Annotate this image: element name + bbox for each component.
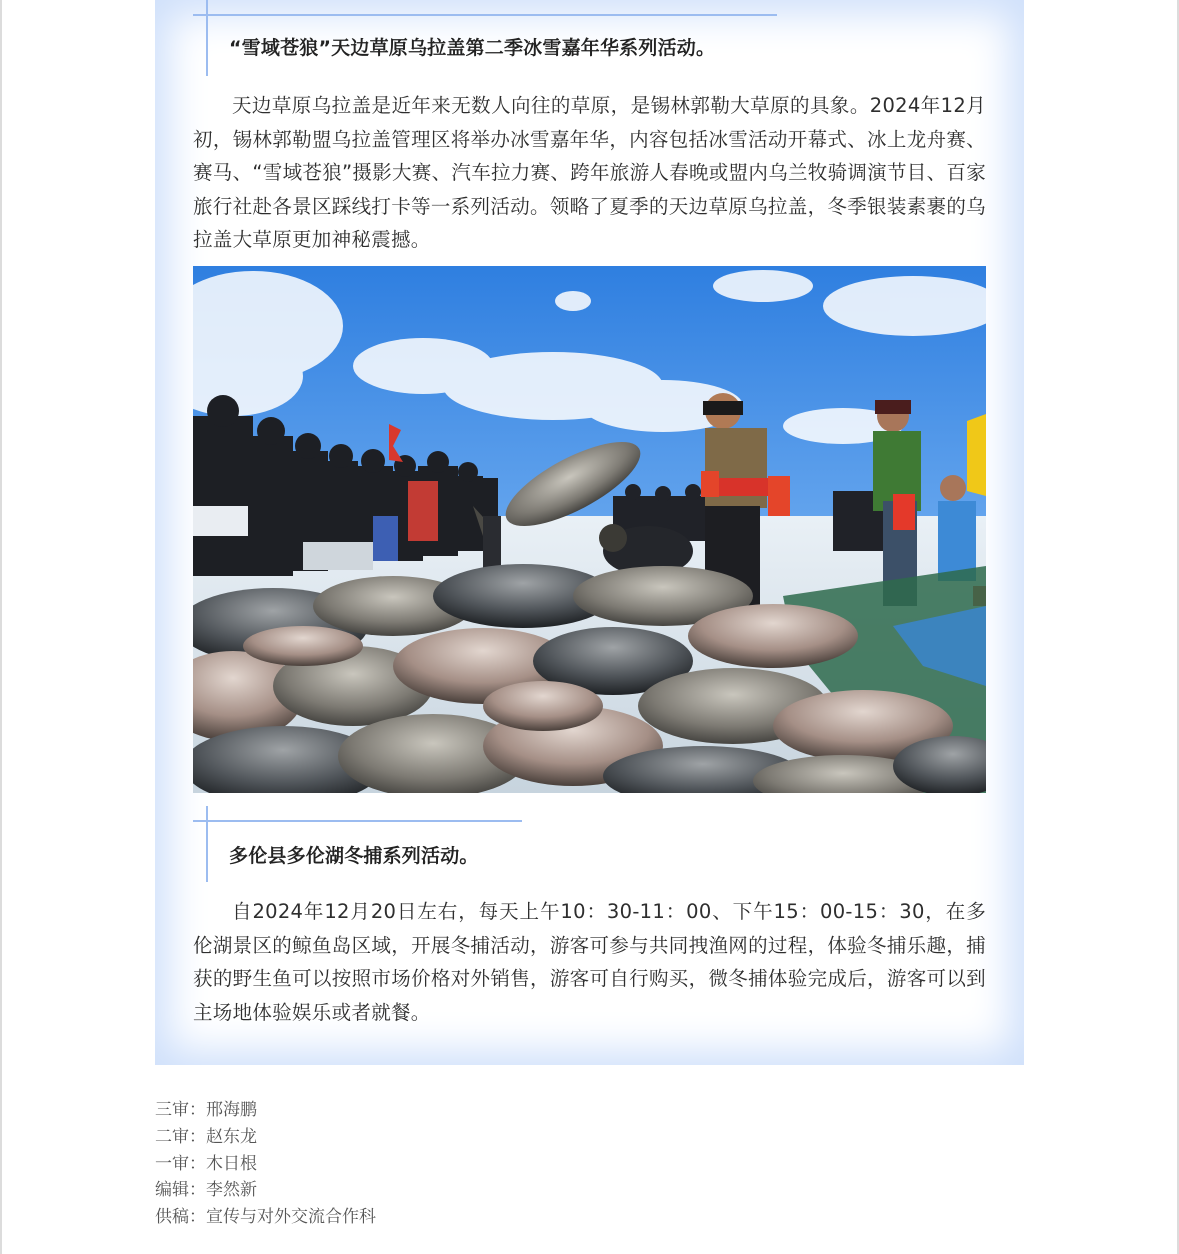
article-card [155,0,1024,1065]
heading-accent-line [193,820,522,822]
section-title: 多伦县多伦湖冬捕系列活动。 [229,845,479,867]
credit-line: 一审：木日根 [155,1153,257,1174]
section-body-text: 天边草原乌拉盖是近年来无数人向往的草原，是锡林郭勒大草原的具象。2024年12月初，锡林郭勒盟乌拉盖管理区将举办冰雪嘉年华，内容包括冰雪活动开幕式、冰上龙舟赛、赛马、“雪域苍狼”摄影大赛、汽车拉力赛、跨年旅游人春晚或盟内乌兰牧骑调演节目、百家旅行社赴各景区踩线打卡等一系列活动。领略了夏季的天边草原乌拉盖，冬季银装素裹的乌拉盖大草原更加神秘震撼。 [193,94,987,251]
section-body-text: 自2024年12月20日左右，每天上午10：30-11：00、下午15：00-15：30，在多伦湖景区的鲸鱼岛区域，开展冬捕活动，游客可参与共同拽渔网的过程，体验冬捕乐趣，捕获的野生鱼可以按照市场价格对外销售，游客可自行购买，微冬捕体验完成后，游客可以到主场地体验娱乐或者就餐。 [193,900,986,1024]
editorial-credits [155,1097,376,1231]
credit-line: 三审：邢海鹏 [155,1100,257,1120]
credit-line: 二审：赵东龙 [155,1126,257,1147]
ice-fishing-photo-illustration [193,266,986,793]
credit-line: 编辑：李然新 [155,1180,257,1201]
heading-accent-bar [206,806,208,882]
page-edge-left [0,0,2,1254]
credit-line: 供稿：宣传与对外交流合作科 [155,1207,376,1228]
article-photo [193,266,986,793]
heading-accent-line [193,14,777,16]
section-title: “雪域苍狼”天边草原乌拉盖第二季冰雪嘉年华系列活动。 [229,37,716,59]
heading-accent-bar [206,0,208,76]
